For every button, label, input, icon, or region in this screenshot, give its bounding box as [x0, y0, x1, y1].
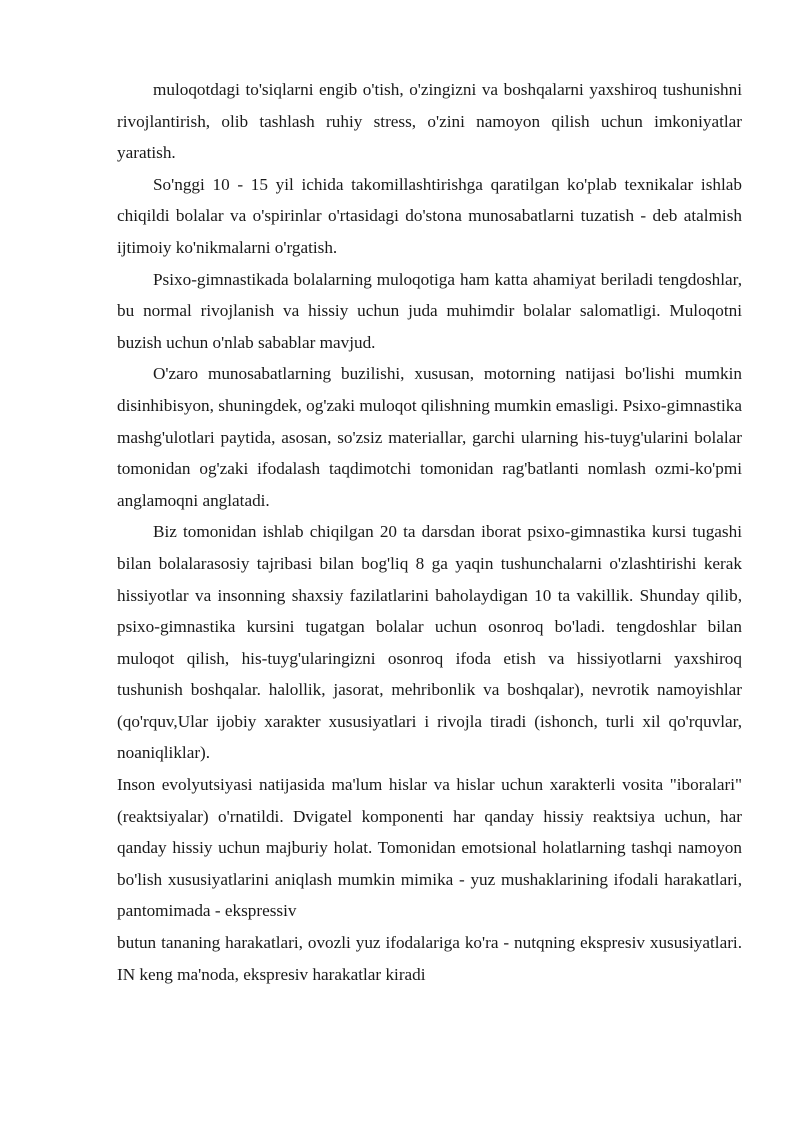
paragraph-1: muloqotdagi to'siqlarni engib o'tish, o'zingizni va boshqalarni yaxshiroq tushunishni rivojlantirish, olib tashlash ruhiy stress, o'zini namoyon qilish uchun imkoniyatlar yaratish.: [117, 80, 742, 163]
paragraph-4: O'zaro munosabatlarning buzilishi, xususan, motorning natijasi bo'lishi mumkin disinhibisyon, shuningdek, og'zaki muloqot qilishning mumkin emasligi. Psixo-gimnastika mashg'ulotlari paytida, asosan, so'zsiz materiallar, garchi ularning his-tuyg'ularini bolalar tomonidan og'zaki ifodalash taqdimotchi tomonidan rag'batlanti nomlash ozmi-ko'pmi anglamoqni anglatadi.: [117, 364, 742, 510]
paragraph-5: Biz tomonidan ishlab chiqilgan 20 ta darsdan iborat psixo-gimnastika kursi tugashi bilan bolalarasosiy tajribasi bilan bog'liq 8 ga yaqin tushunchalarni o'zlashtirishi kerak hissiyotlar va insonning shaxsiy fazilatlarini baholaydigan 10 ta vakillik. Shunday qilib, psixo-gimnastika kursini tugatgan bolalar uchun osonroq bo'ladi. tengdoshlar bilan muloqot qilish, his-tuyg'ularingizni osonroq ifoda etish va hissiyotlarni yaxshiroq tushunish boshqalar. halollik, jasorat, mehribonlik va boshqalar), nevrotik namoyishlar (qo'rquv,Ular ijobiy xarakter xususiyatlari i rivojla tiradi (ishonch, turli xil qo'rquvlar, noaniqliklar).: [117, 522, 742, 763]
document-page: [117, 74, 742, 990]
paragraph-2: So'nggi 10 - 15 yil ichida takomillashtirishga qaratilgan ko'plab texnikalar ishlab chiqildi bolalar va o'spirinlar o'rtasidagi do'stona munosabatlarni tuzatish - deb atalmish ijtimoiy ko'nikmalarni o'rgatish.: [117, 174, 742, 257]
paragraph-6: Inson evolyutsiyasi natijasida ma'lum hislar va hislar uchun xarakterli vosita "iboralari" (reaktsiyalar) o'rnatildi. Dvigatel komponenti har qanday hissiy reaktsiya uchun, har qanday hissiy uchun majburiy holat. Tomonidan emotsional holatlarning tashqi namoyon bo'lish xususiyatlarini aniqlash mumkin mimika - yuz mushaklarining ifodali harakatlari, pantomimada - ekspressiv: [117, 775, 742, 921]
paragraph-3: Psixo-gimnastikada bolalarning muloqotiga ham katta ahamiyat beriladi tengdoshlar, bu normal rivojlanish va hissiy uchun juda muhimdir bolalar salomatligi. Muloqotni buzish uchun o'nlab sabablar mavjud.: [117, 269, 742, 352]
paragraph-7: butun tananing harakatlari, ovozli yuz ifodalariga ko'ra - nutqning ekspresiv xususiyatlari. IN keng ma'noda, ekspresiv harakatlar kiradi: [117, 933, 742, 984]
